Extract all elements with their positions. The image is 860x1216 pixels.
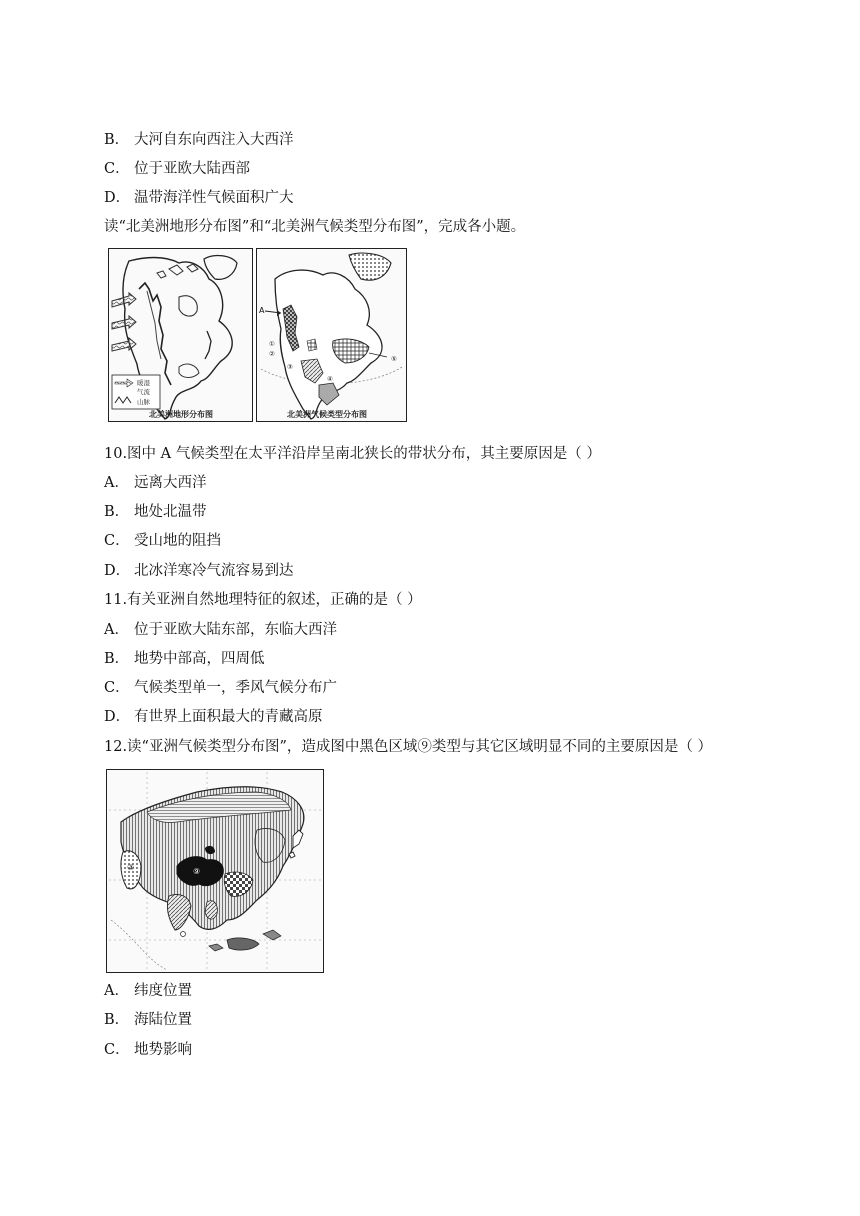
q12-option-b[interactable] (104, 1010, 192, 1030)
asia-climate-map-figure (106, 769, 324, 973)
option-text: 海陆位置 (134, 1012, 192, 1028)
q12-option-c[interactable] (104, 1040, 192, 1060)
asia-marker-9: ⑨ (193, 867, 201, 876)
option-text: 有世界上面积最大的青藏高原 (134, 709, 323, 725)
climate-map-caption: 北美洲气候类型分布图 (287, 409, 367, 419)
option-text: 受山地的阻挡 (134, 533, 221, 549)
q10-option-c[interactable] (104, 531, 221, 551)
terrain-map-figure (108, 248, 253, 422)
option-label: D． (104, 563, 131, 579)
terrain-map-image (109, 249, 252, 421)
option-label: D． (104, 709, 131, 725)
option-label: C． (104, 161, 130, 177)
option-text: 位于亚欧大陆西部 (134, 161, 250, 177)
option-label: B． (104, 504, 130, 520)
option-text: 远离大西洋 (134, 475, 207, 491)
option-text: 纬度位置 (134, 983, 192, 999)
q12-option-a[interactable] (104, 981, 192, 1001)
asia-marker-3: ③ (127, 863, 135, 872)
option-label: B． (104, 132, 130, 148)
q11-option-a[interactable] (104, 620, 337, 640)
terrain-map-caption: 北美洲地形分布图 (149, 409, 213, 419)
option-label: C． (104, 680, 130, 696)
option-text: 地处北温带 (134, 504, 207, 520)
legend-airflow: 气流 (137, 388, 150, 396)
option-text: 温带海洋性气候面积广大 (134, 190, 294, 206)
option-label: C． (104, 1042, 130, 1058)
q12-stem: 12.读“亚洲气候类型分布图”，造成图中黑色区域⑨类型与其它区域明显不同的主要原因是（ ） (104, 739, 712, 755)
marker-3: ③ (287, 363, 293, 371)
q11-option-b[interactable] (104, 649, 265, 669)
q10-option-b[interactable] (104, 502, 207, 522)
option-label: B． (104, 1012, 130, 1028)
option-text: 地势中部高，四周低 (134, 651, 265, 667)
option-text: 大河自东向西注入大西洋 (134, 132, 294, 148)
option-label: A． (104, 622, 129, 638)
q11-stem: 11.有关亚洲自然地理特征的叙述，正确的是（ ） (104, 592, 422, 608)
option-label: C． (104, 533, 130, 549)
q10-stem: 10.图中 A 气候类型在太平洋沿岸呈南北狭长的带状分布，其主要原因是（ ） (104, 446, 601, 462)
option-label: D． (104, 190, 131, 206)
climate-map-figure (256, 248, 407, 422)
marker-1: ① (269, 340, 275, 348)
intro-text: 读“北美洲地形分布图”和“北美洲气候类型分布图”，完成各小题。 (104, 219, 526, 235)
q11-option-c[interactable] (104, 678, 337, 698)
option-text: 地势影响 (134, 1042, 192, 1058)
option-label: B． (104, 651, 130, 667)
q9-option-b[interactable] (104, 130, 294, 150)
option-label: A． (104, 475, 129, 491)
legend-mountain: 山脉 (137, 398, 150, 406)
option-text: 位于亚欧大陆东部，东临大西洋 (134, 622, 337, 638)
q11-option-d[interactable] (104, 707, 323, 727)
option-text: 北冰洋寒冷气流容易到达 (134, 563, 294, 579)
q10-option-a[interactable] (104, 473, 207, 493)
q9-option-d[interactable] (104, 188, 294, 208)
marker-2: ② (269, 350, 275, 358)
option-text: 气候类型单一，季风气候分布广 (134, 680, 337, 696)
marker-a: A (259, 306, 265, 315)
marker-5: ⑤ (391, 355, 397, 363)
legend-warm-moist: 暖湿 (137, 379, 150, 387)
q9-option-c[interactable] (104, 159, 250, 179)
climate-map-image (257, 249, 406, 421)
option-label: A． (104, 983, 129, 999)
marker-4: ④ (327, 375, 333, 383)
q10-option-d[interactable] (104, 561, 294, 581)
asia-climate-map-image (107, 770, 323, 972)
